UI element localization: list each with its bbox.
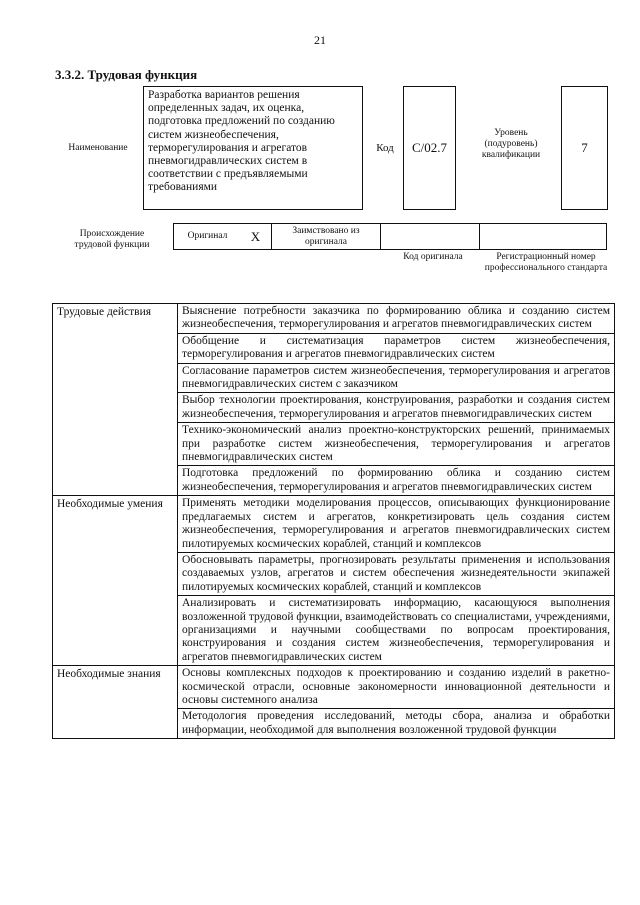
category-cell: Необходимые знания <box>53 666 178 739</box>
code-original-cell <box>380 223 480 250</box>
category-cell: Трудовые действия <box>53 304 178 496</box>
knowledge-item: Основы комплексных подходов к проектированию и созданию изделий в ракетно-космической отрасли, основные закономерности инновационной деятельности и основы системного анализа <box>178 666 615 709</box>
page-number: 21 <box>314 33 326 47</box>
reg-number-cell <box>479 223 607 250</box>
reg-number-caption: Регистрационный номер профессионального стандарта <box>484 252 608 273</box>
action-item: Согласование параметров систем жизнеобеспечения, терморегулирования и агрегатов пневмогидравлических систем с заказчиком <box>178 363 615 393</box>
level-label: Уровень (подуровень) квалификации <box>481 128 541 160</box>
knowledge-item: Методология проведения исследований, методы сбора, анализа и обработки информации, необходимой для выполнения возложенной трудовой функции <box>178 709 615 739</box>
category-cell: Необходимые умения <box>53 496 178 666</box>
function-name-box: Разработка вариантов решения определенных задач, их оценка, подготовка предложений по созданию систем жизнеобеспечения, терморегулирования и агрегатов пневмогидравлических систем в соответствии с предъявляемыми требованиями <box>143 86 363 210</box>
table-row <box>53 496 615 553</box>
table-row <box>53 304 615 334</box>
origin-row <box>173 223 608 250</box>
action-item: Технико-экономический анализ проектно-конструкторских решений, принимаемых при разработке систем жизнеобеспечения, терморегулирования и агрегатов пневмогидравлических систем <box>178 423 615 466</box>
name-label: Наименование <box>68 143 128 153</box>
action-item: Выяснение потребности заказчика по формированию облика и созданию систем жизнеобеспечения, терморегулирования и агрегатов пневмогидравлических систем <box>178 304 615 334</box>
skill-item: Применять методики моделирования процессов, описывающих функционирование предлагаемых систем и агрегатов, конкретизировать цель создания систем жизнеобеспечения, терморегулирования и агрегатов пневмогидравлических систем пилотируемых космических кораблей, станций и комплексов <box>178 496 615 553</box>
section-title: 3.3.2. Трудовая функция <box>55 67 198 82</box>
action-item: Подготовка предложений по формированию облика и созданию систем жизнеобеспечения, терморегулирования и агрегатов пневмогидравлических систем <box>178 466 615 496</box>
labor-function-table <box>52 303 615 739</box>
code-original-caption: Код оригинала <box>403 252 463 262</box>
skill-item: Обосновывать параметры, прогнозировать результаты применения и использования создаваемых узлов, агрегатов и систем обеспечения жизнедеятельности экипажей пилотируемых космических кораблей, станций и комплексов <box>178 552 615 595</box>
original-label: Оригинал <box>187 231 228 241</box>
action-item: Обобщение и систематизация параметров систем жизнеобеспечения, терморегулирования и агрегатов пневмогидравлических систем <box>178 333 615 363</box>
skill-item: Анализировать и систематизировать информацию, касающуюся выполнения возложенной трудовой функции, взаимодействовать со специалистами, учреждениями, организациями и научными сообществами по вопросам проектирования, конструирования и создания систем жизнеобеспечения, терморегулирования и агрегатов пневмогидравлических систем <box>178 596 615 666</box>
origin-label: Происхождение трудовой функции <box>74 229 150 250</box>
borrowed-label: Заимствовано из оригинала <box>292 225 360 247</box>
table-row <box>53 666 615 709</box>
code-label: Код <box>376 142 394 154</box>
action-item: Выбор технологии проектирования, конструирования, разработки и создания систем жизнеобеспечения, терморегулирования и агрегатов пневмогидравлических систем <box>178 393 615 423</box>
code-box: С/02.7 <box>403 86 456 210</box>
level-box: 7 <box>561 86 608 210</box>
original-mark: X <box>240 223 272 250</box>
